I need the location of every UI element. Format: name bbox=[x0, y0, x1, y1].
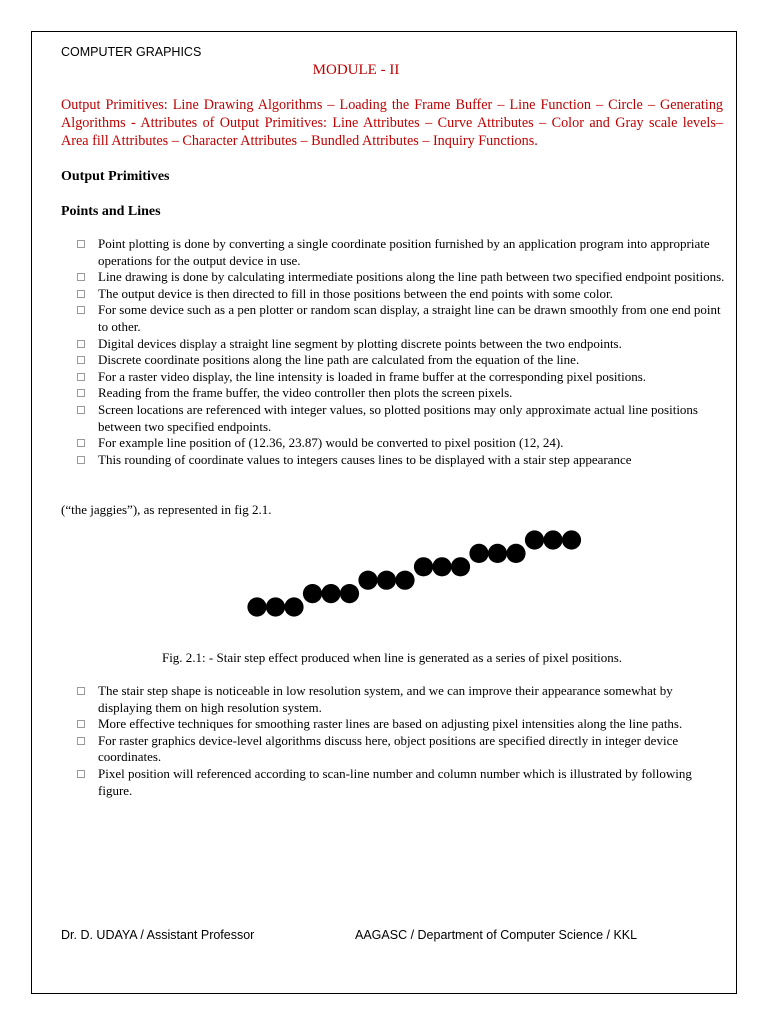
bullet-box-icon bbox=[77, 439, 85, 447]
list-item: The stair step shape is noticeable in low resolution system, and we can improve their appearance somewhat by displaying them on high resolution system. bbox=[77, 683, 727, 716]
bullet-box-icon bbox=[77, 456, 85, 464]
bullet-box-icon bbox=[77, 737, 85, 745]
bullet-box-icon bbox=[77, 389, 85, 397]
bullet-box-icon bbox=[77, 406, 85, 414]
pixel-dot bbox=[395, 571, 414, 590]
bullet-box-icon bbox=[77, 356, 85, 364]
list-item: Reading from the frame buffer, the video controller then plots the screen pixels. bbox=[77, 385, 727, 402]
pixel-dot bbox=[247, 597, 266, 616]
footer-author: Dr. D. UDAYA / Assistant Professor bbox=[61, 928, 255, 942]
bullet-box-icon bbox=[77, 373, 85, 381]
pixel-dot bbox=[414, 557, 433, 576]
bullet-box-icon bbox=[77, 290, 85, 298]
pixel-dot bbox=[340, 584, 359, 603]
bullet-box-icon bbox=[77, 240, 85, 248]
stair-step-figure bbox=[0, 520, 768, 625]
list-item: For raster graphics device-level algorithms discuss here, object positions are specified directly in integer device coordinates. bbox=[77, 733, 727, 766]
list-item: More effective techniques for smoothing raster lines are based on adjusting pixel intensities along the line paths. bbox=[77, 716, 727, 733]
list-item: Screen locations are referenced with integer values, so plotted positions may only approximate actual line positions between two specified endpoints. bbox=[77, 402, 727, 435]
footer-department: AAGASC / Department of Computer Science / KKL bbox=[355, 928, 638, 942]
bullet-list-raster bbox=[77, 683, 727, 799]
list-item: For example line position of (12.36, 23.87) would be converted to pixel position (12, 24). bbox=[77, 435, 727, 452]
pixel-dot bbox=[303, 584, 322, 603]
pixel-dot bbox=[358, 571, 377, 590]
list-item: Point plotting is done by converting a single coordinate position furnished by an application program into appropriate operations for the output device in use. bbox=[77, 236, 727, 269]
pixel-dot bbox=[377, 571, 396, 590]
list-item: Pixel position will referenced according to scan-line number and column number which is illustrated by following figure. bbox=[77, 766, 727, 799]
bullet-box-icon bbox=[77, 306, 85, 314]
syllabus-topics: Output Primitives: Line Drawing Algorithms – Loading the Frame Buffer – Line Function – Circle – Generating Algorithms - Attributes of Output Primitives: Line Attributes – Curve Attributes – Color and Gray scale levels– Area fill Attributes – Character Attributes – Bundled Attributes – Inquiry Functions. bbox=[61, 97, 723, 149]
figure-caption: Fig. 2.1: - Stair step effect produced when line is generated as a series of pixel positions. bbox=[161, 650, 623, 665]
list-item: For a raster video display, the line intensity is loaded in frame buffer at the corresponding pixel positions. bbox=[77, 369, 727, 386]
pixel-dot bbox=[469, 544, 488, 563]
pixel-dot bbox=[321, 584, 340, 603]
bullet-box-icon bbox=[77, 720, 85, 728]
bullet-box-icon bbox=[77, 273, 85, 281]
list-item: This rounding of coordinate values to integers causes lines to be displayed with a stair step appearance bbox=[77, 452, 727, 469]
bullet-box-icon bbox=[77, 770, 85, 778]
bullet-list-points-and-lines bbox=[77, 236, 727, 468]
pixel-dot bbox=[506, 544, 525, 563]
pixel-dot bbox=[284, 597, 303, 616]
pixel-dot bbox=[562, 530, 581, 549]
list-item: Discrete coordinate positions along the line path are calculated from the equation of the line. bbox=[77, 352, 727, 369]
pixel-dot bbox=[488, 544, 507, 563]
continuation-text: (“the jaggies”), as represented in fig 2.1. bbox=[61, 502, 272, 517]
pixel-dot bbox=[525, 530, 544, 549]
list-item: For some device such as a pen plotter or random scan display, a straight line can be drawn smoothly from one end point to other. bbox=[77, 302, 727, 335]
pixel-dot bbox=[266, 597, 285, 616]
bullet-box-icon bbox=[77, 340, 85, 348]
list-item: Line drawing is done by calculating intermediate positions along the line path between two specified endpoint positions. bbox=[77, 269, 727, 286]
pixel-dot bbox=[432, 557, 451, 576]
section-heading: Output Primitives bbox=[61, 169, 170, 184]
pixel-dot bbox=[543, 530, 562, 549]
pixel-dot bbox=[451, 557, 470, 576]
module-title: MODULE - II bbox=[312, 62, 400, 78]
bullet-box-icon bbox=[77, 687, 85, 695]
subsection-heading: Points and Lines bbox=[61, 204, 161, 219]
running-header: COMPUTER GRAPHICS bbox=[61, 45, 202, 59]
list-item: Digital devices display a straight line segment by plotting discrete points between the two endpoints. bbox=[77, 336, 727, 353]
list-item: The output device is then directed to fill in those positions between the end points with some color. bbox=[77, 286, 727, 303]
